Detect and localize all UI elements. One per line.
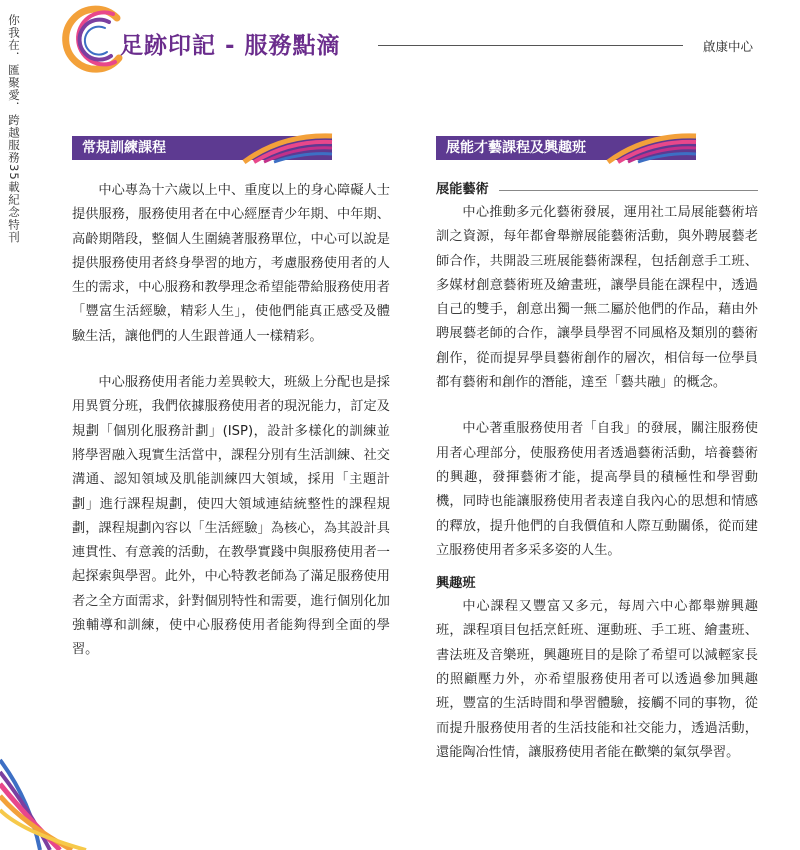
side-publication-title: 你我在．匯聚愛．跨越服務35載紀念特刊 xyxy=(7,14,21,244)
subheading-art xyxy=(436,179,758,201)
subheading-label: 興趣班 xyxy=(436,576,476,592)
paragraph: 中心課程又豐富又多元，每周六中心都舉辦興趣班，課程項目包括烹飪班、運動班、手工班、繪畫班、書法班及音樂班，興趣班目的是除了希望可以減輕家長的照顧壓力外，亦希望服務使用者可以透過參加興趣班，豐富的生活時間和學習體驗，接觸不同的事物，從而提升服務使用者的生活技能和社交能力，透過活動，還能陶冶性情，讓服務使用者能在歡樂的氣氛學習。 xyxy=(436,599,758,760)
right-column xyxy=(436,179,758,765)
subheading-rule xyxy=(499,190,758,191)
header-divider xyxy=(378,45,683,46)
subheading-label: 展能藝術 xyxy=(436,182,489,197)
paragraph: 中心著重服務使用者「自我」的發展，關注服務使用者心理部分，使服務使用者透過藝術活動，培養藝術的興趣，發揮藝術才能，提高學員的積極性和學習動機，同時也能讓服務使用者表達自我內心的思想和情感的釋放，提升他們的自我價值和人際互動關係，從而建立服務使用者多采多姿的人生。 xyxy=(436,421,758,558)
subheading-interest-class xyxy=(436,573,758,595)
center-name: 啟康中心 xyxy=(703,39,754,54)
paragraph: 中心推動多元化藝術發展，運用社工局展能藝術培訓之資源，每年都會舉辦展能藝術活動，與外聘展藝老師合作，共開設三班展能藝術課程，包括創意手工班、多媒材創意藝術班及繪畫班，讓學員能在課程中，透過自己的雙手，創意出獨一無二屬於他們的作品，藉由外聘展藝老師的合作，讓學員學習不同風格及類別的藝術創作，從而提昇學員藝術創作的層次，相信每一位學員都有藝術和創作的潛能，達至「藝共融」的概念。 xyxy=(436,205,758,391)
section-title-left: 常規訓練課程 xyxy=(72,136,332,160)
section-title-right: 展能才藝課程及興趣班 xyxy=(436,136,696,160)
swoosh-decoration-icon xyxy=(242,132,334,164)
swoosh-decoration-icon xyxy=(606,132,698,164)
page-title: 足跡印記 - 服務點滴 xyxy=(120,33,341,59)
left-column xyxy=(72,179,390,663)
paragraph: 中心服務使用者能力差異較大，班級上分配也是採用異質分班，我們依據服務使用者的現況能力，訂定及規劃「個別化服務計劃」(ISP)，設計多樣化的訓練並將學習融入現實生活當中，課程分別有生活訓練、社交溝通、認知領域及肌能訓練四大領域，採用「主題計劃」進行課程規劃，使四大領域連結統整性的課程規劃，課程規劃內容以「生活經驗」為核心，為其設計具連貫性、有意義的活動，在教學實踐中與服務使用者一起探索與學習。此外，中心特教老師為了滿足服務使用者之全方面需求，針對個別特性和需要，進行個別化加強輔導和訓練，使中心服務使用者能夠得到全面的學習。 xyxy=(72,375,390,658)
paragraph: 中心專為十六歲以上中、重度以上的身心障礙人士提供服務，服務使用者在中心經歷青少年期、中年期、高齡期階段，整個人生圍繞著服務單位，中心可以說是提供服務使用者終身學習的地方，考慮服務使用者的人生的需求，中心服務和教學理念希望能帶給服務使用者「豐富生活經驗，精彩人生」，使他們能真正感受及體驗生活，讓他們的人生跟普通人一樣精彩。 xyxy=(72,183,390,344)
corner-wave-decoration-icon xyxy=(0,740,90,850)
